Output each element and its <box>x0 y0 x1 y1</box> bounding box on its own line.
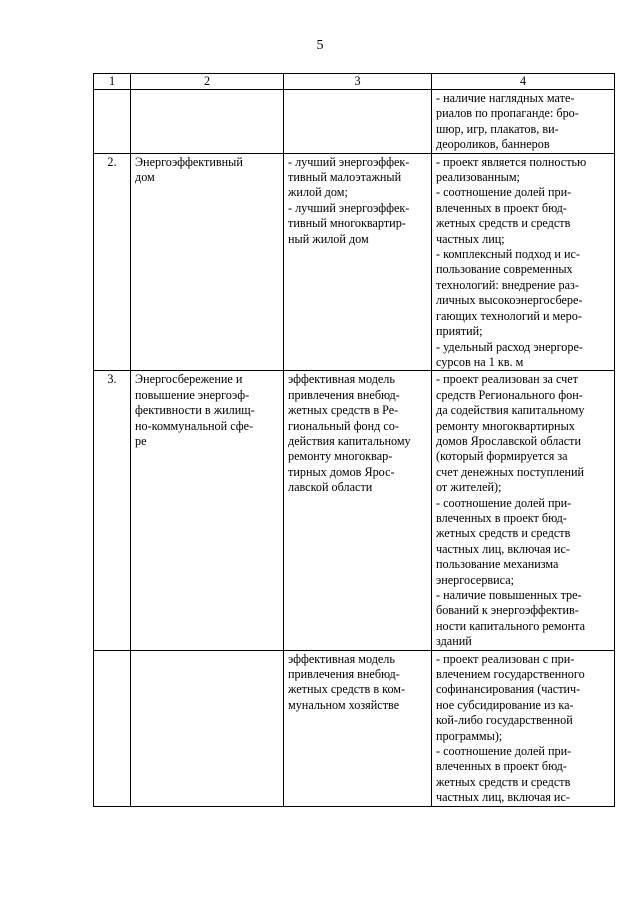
criteria-table <box>93 73 615 807</box>
category-cell: эффективная модель привлечения внебюд- жетных средств в Ре- гиональный фонд со- действия капитальному ремонту многоквар- тирных домов Ярос- лавской области <box>284 371 432 650</box>
header-cell: 2 <box>131 74 284 90</box>
row-number <box>94 90 131 154</box>
header-cell: 4 <box>432 74 615 90</box>
table-row <box>94 371 615 650</box>
table-header-row <box>94 74 615 90</box>
category-cell <box>284 90 432 154</box>
criteria-cell: - проект реализован с при- влечением государственного софинансирования (частич- ное субсидирование из ка- кой-либо государственной программы); - соотношение долей при- влеченных в проект бюд- жетных средств и средств частных лиц, включая ис- <box>432 650 615 806</box>
table-row <box>94 650 615 806</box>
category-cell: эффективная модель привлечения внебюд- жетных средств в ком- мунальном хозяйстве <box>284 650 432 806</box>
nomination-cell <box>131 650 284 806</box>
nomination-cell: Энергосбережение и повышение энергоэф- фективности в жилищ- но-коммунальной сфе- ре <box>131 371 284 650</box>
criteria-cell: - проект является полностью реализованным; - соотношение долей при- влеченных в проект бюд- жетных средств и средств частных лиц; - комплексный подход и ис- пользование современных технологий: внедрение раз- личных высокоэнергосбере- гающих технологий и меро- приятий; - удельный расход энергоре- сурсов на 1 кв. м <box>432 153 615 371</box>
header-cell: 3 <box>284 74 432 90</box>
row-number: 3. <box>94 371 131 650</box>
criteria-cell: - проект реализован за счет средств Регионального фон- да содействия капитальному ремонту многоквартирных домов Ярославской области (который формируется за счет денежных поступлений от жителей); - соотношение долей при- влеченных в проект бюд- жетных средств и средств частных лиц, включая ис- пользование механизма энергосервиса; - наличие повышенных тре- бований к энергоэффектив- ности капитального ремонта зданий <box>432 371 615 650</box>
row-number <box>94 650 131 806</box>
row-number: 2. <box>94 153 131 371</box>
page-number: 5 <box>316 38 324 53</box>
nomination-cell: Энергоэффективный дом <box>131 153 284 371</box>
header-cell: 1 <box>94 74 131 90</box>
criteria-cell: - наличие наглядных мате- риалов по пропаганде: бро- шюр, игр, плакатов, ви- деороликов, баннеров <box>432 90 615 154</box>
category-cell: - лучший энергоэффек- тивный малоэтажный жилой дом; - лучший энергоэффек- тивный многоквартир- ный жилой дом <box>284 153 432 371</box>
nomination-cell <box>131 90 284 154</box>
table-row <box>94 90 615 154</box>
table-row <box>94 153 615 371</box>
